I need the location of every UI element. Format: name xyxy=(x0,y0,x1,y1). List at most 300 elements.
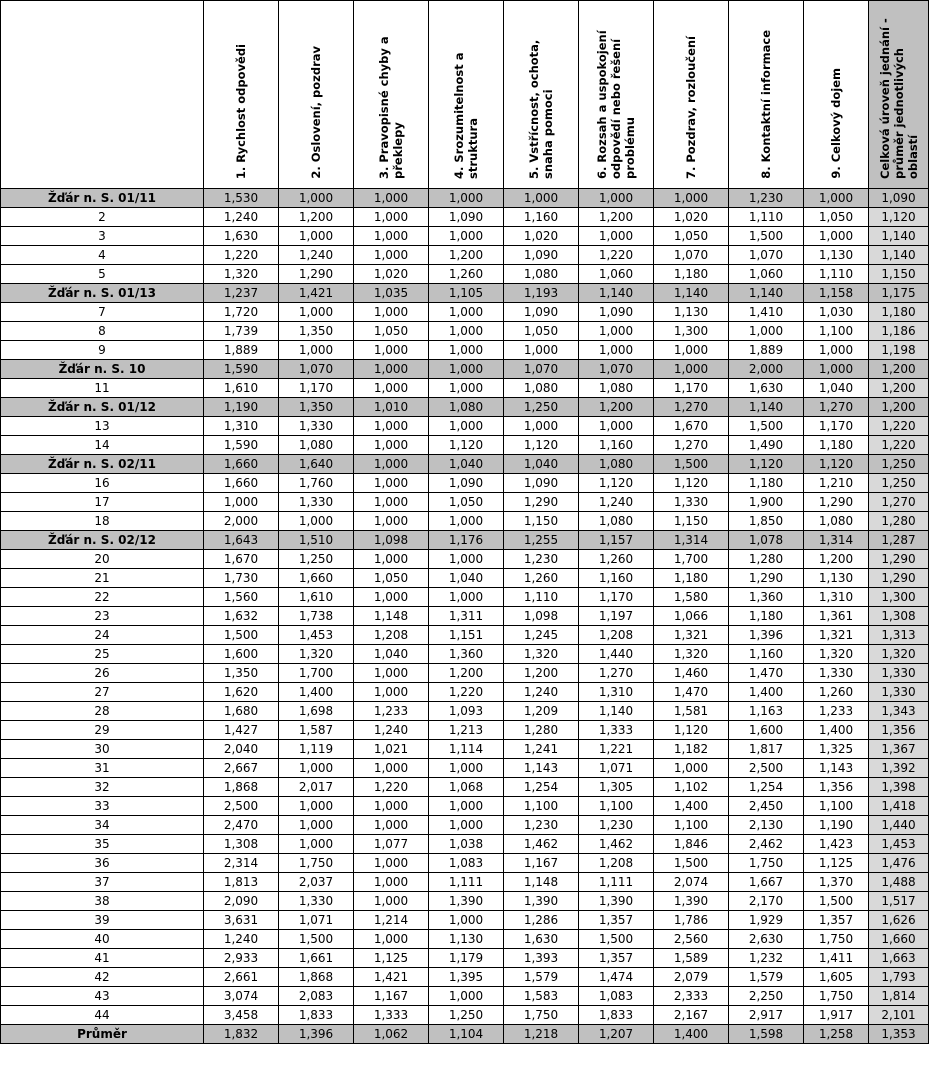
overall-cell: 1,663 xyxy=(869,949,929,968)
value-cell: 1,140 xyxy=(729,398,804,417)
value-cell: 2,090 xyxy=(204,892,279,911)
overall-cell: 1,287 xyxy=(869,531,929,550)
value-cell: 1,333 xyxy=(579,721,654,740)
column-header-label: 5. Vstřícnost, ochota, snaha pomoci xyxy=(527,39,555,179)
value-cell: 1,240 xyxy=(354,721,429,740)
row-label: 20 xyxy=(1,550,204,569)
row-label: Žďár n. S. 01/11 xyxy=(1,189,204,208)
row-label: 2 xyxy=(1,208,204,227)
value-cell: 1,330 xyxy=(654,493,729,512)
value-cell: 1,151 xyxy=(429,626,504,645)
value-cell: 1,590 xyxy=(204,436,279,455)
overall-cell: 1,175 xyxy=(869,284,929,303)
group-row xyxy=(1,189,929,208)
value-cell: 1,160 xyxy=(729,645,804,664)
value-cell: 1,321 xyxy=(804,626,869,645)
value-cell: 2,079 xyxy=(654,968,729,987)
column-header-label: Celková úroveň jednání - průměr jednotlivých oblastí xyxy=(877,18,920,179)
value-cell: 2,083 xyxy=(279,987,354,1006)
value-cell: 1,000 xyxy=(579,417,654,436)
value-cell: 1,000 xyxy=(654,759,729,778)
value-cell: 1,119 xyxy=(279,740,354,759)
value-cell: 1,583 xyxy=(504,987,579,1006)
value-cell: 1,440 xyxy=(579,645,654,664)
value-cell: 1,680 xyxy=(204,702,279,721)
value-cell: 1,200 xyxy=(579,398,654,417)
row-label: 26 xyxy=(1,664,204,683)
value-cell: 1,400 xyxy=(654,797,729,816)
value-cell: 1,060 xyxy=(729,265,804,284)
value-cell: 1,125 xyxy=(804,854,869,873)
value-cell: 1,070 xyxy=(729,246,804,265)
column-header-label: 6. Rozsah a uspokojení odpovědí nebo řešení problému xyxy=(595,30,637,179)
row-label: 37 xyxy=(1,873,204,892)
column-header-label: 8. Kontaktní informace xyxy=(759,30,773,179)
overall-cell: 2,101 xyxy=(869,1006,929,1025)
value-cell: 1,197 xyxy=(579,607,654,626)
value-cell: 1,100 xyxy=(804,322,869,341)
value-cell: 1,120 xyxy=(429,436,504,455)
value-cell: 1,000 xyxy=(279,189,354,208)
table-row xyxy=(1,550,929,569)
value-cell: 1,590 xyxy=(204,360,279,379)
value-cell: 1,180 xyxy=(729,474,804,493)
value-cell: 1,062 xyxy=(354,1025,429,1044)
value-cell: 1,410 xyxy=(729,303,804,322)
table-row xyxy=(1,208,929,227)
overall-cell: 1,330 xyxy=(869,683,929,702)
value-cell: 1,050 xyxy=(429,493,504,512)
table-row xyxy=(1,246,929,265)
value-cell: 2,314 xyxy=(204,854,279,873)
value-cell: 1,900 xyxy=(729,493,804,512)
value-cell: 1,640 xyxy=(279,455,354,474)
value-cell: 1,000 xyxy=(279,797,354,816)
group-row xyxy=(1,455,929,474)
value-cell: 1,000 xyxy=(354,892,429,911)
value-cell: 1,500 xyxy=(279,930,354,949)
value-cell: 1,000 xyxy=(804,189,869,208)
value-cell: 1,130 xyxy=(804,569,869,588)
value-cell: 1,080 xyxy=(804,512,869,531)
value-cell: 1,000 xyxy=(579,322,654,341)
value-cell: 1,080 xyxy=(504,379,579,398)
overall-cell: 1,140 xyxy=(869,246,929,265)
table-row xyxy=(1,664,929,683)
value-cell: 1,786 xyxy=(654,911,729,930)
column-header xyxy=(579,1,654,189)
value-cell: 1,143 xyxy=(504,759,579,778)
table-row xyxy=(1,930,929,949)
value-cell: 1,098 xyxy=(504,607,579,626)
value-cell: 1,230 xyxy=(504,550,579,569)
value-cell: 1,180 xyxy=(654,265,729,284)
value-cell: 1,000 xyxy=(579,227,654,246)
value-cell: 1,738 xyxy=(279,607,354,626)
table-row xyxy=(1,778,929,797)
value-cell: 1,610 xyxy=(204,379,279,398)
value-cell: 1,560 xyxy=(204,588,279,607)
value-cell: 1,250 xyxy=(279,550,354,569)
column-header-label: 3. Pravopisné chyby a překlepy xyxy=(377,36,405,179)
value-cell: 1,000 xyxy=(279,512,354,531)
value-cell: 1,070 xyxy=(504,360,579,379)
value-cell: 1,500 xyxy=(729,227,804,246)
value-cell: 1,000 xyxy=(429,341,504,360)
overall-cell: 1,626 xyxy=(869,911,929,930)
value-cell: 2,170 xyxy=(729,892,804,911)
value-cell: 1,208 xyxy=(354,626,429,645)
value-cell: 1,739 xyxy=(204,322,279,341)
value-cell: 1,330 xyxy=(279,417,354,436)
value-cell: 2,037 xyxy=(279,873,354,892)
value-cell: 1,221 xyxy=(579,740,654,759)
value-cell: 1,813 xyxy=(204,873,279,892)
table-row xyxy=(1,436,929,455)
value-cell: 1,100 xyxy=(504,797,579,816)
value-cell: 1,000 xyxy=(279,759,354,778)
value-cell: 1,310 xyxy=(579,683,654,702)
value-cell: 1,280 xyxy=(729,550,804,569)
value-cell: 1,233 xyxy=(804,702,869,721)
value-cell: 1,325 xyxy=(804,740,869,759)
value-cell: 1,390 xyxy=(429,892,504,911)
row-label: 32 xyxy=(1,778,204,797)
value-cell: 2,130 xyxy=(729,816,804,835)
overall-cell: 1,488 xyxy=(869,873,929,892)
row-label: 17 xyxy=(1,493,204,512)
value-cell: 1,209 xyxy=(504,702,579,721)
value-cell: 1,000 xyxy=(354,227,429,246)
value-cell: 1,233 xyxy=(354,702,429,721)
value-cell: 1,330 xyxy=(279,892,354,911)
value-cell: 1,000 xyxy=(354,341,429,360)
overall-cell: 1,343 xyxy=(869,702,929,721)
value-cell: 1,605 xyxy=(804,968,869,987)
row-label: 43 xyxy=(1,987,204,1006)
value-cell: 1,111 xyxy=(579,873,654,892)
row-label: 27 xyxy=(1,683,204,702)
value-cell: 1,660 xyxy=(204,474,279,493)
value-cell: 1,150 xyxy=(654,512,729,531)
column-header xyxy=(204,1,279,189)
value-cell: 1,000 xyxy=(354,379,429,398)
value-cell: 1,000 xyxy=(804,360,869,379)
value-cell: 1,190 xyxy=(204,398,279,417)
table-row xyxy=(1,740,929,759)
value-cell: 1,167 xyxy=(504,854,579,873)
value-cell: 1,140 xyxy=(579,284,654,303)
overall-cell: 1,308 xyxy=(869,607,929,626)
overall-cell: 1,356 xyxy=(869,721,929,740)
value-cell: 1,670 xyxy=(654,417,729,436)
overall-cell: 1,476 xyxy=(869,854,929,873)
value-cell: 1,050 xyxy=(804,208,869,227)
row-label: 29 xyxy=(1,721,204,740)
row-label: 40 xyxy=(1,930,204,949)
row-label: 31 xyxy=(1,759,204,778)
value-cell: 2,167 xyxy=(654,1006,729,1025)
table-row xyxy=(1,987,929,1006)
value-cell: 1,630 xyxy=(204,227,279,246)
table-row xyxy=(1,569,929,588)
value-cell: 1,066 xyxy=(654,607,729,626)
value-cell: 1,090 xyxy=(579,303,654,322)
value-cell: 1,220 xyxy=(354,778,429,797)
row-label: 14 xyxy=(1,436,204,455)
value-cell: 1,180 xyxy=(654,569,729,588)
value-cell: 1,000 xyxy=(429,797,504,816)
overall-cell: 1,320 xyxy=(869,645,929,664)
value-cell: 1,462 xyxy=(579,835,654,854)
value-cell: 1,330 xyxy=(279,493,354,512)
value-cell: 1,160 xyxy=(579,569,654,588)
table-row xyxy=(1,816,929,835)
value-cell: 2,933 xyxy=(204,949,279,968)
value-cell: 1,104 xyxy=(429,1025,504,1044)
value-cell: 1,090 xyxy=(504,474,579,493)
value-cell: 1,270 xyxy=(579,664,654,683)
value-cell: 1,220 xyxy=(429,683,504,702)
column-header xyxy=(729,1,804,189)
value-cell: 1,000 xyxy=(354,436,429,455)
value-cell: 1,190 xyxy=(804,816,869,835)
value-cell: 1,148 xyxy=(354,607,429,626)
value-cell: 1,050 xyxy=(354,322,429,341)
value-cell: 1,140 xyxy=(729,284,804,303)
value-cell: 1,167 xyxy=(354,987,429,1006)
value-cell: 1,000 xyxy=(354,588,429,607)
value-cell: 1,208 xyxy=(579,626,654,645)
value-cell: 1,130 xyxy=(429,930,504,949)
value-cell: 1,280 xyxy=(504,721,579,740)
value-cell: 1,180 xyxy=(729,607,804,626)
value-cell: 1,000 xyxy=(354,208,429,227)
value-cell: 1,730 xyxy=(204,569,279,588)
overall-cell: 1,440 xyxy=(869,816,929,835)
column-header-label: 7. Pozdrav, rozloučení xyxy=(684,35,698,179)
value-cell: 1,158 xyxy=(804,284,869,303)
overall-cell: 1,453 xyxy=(869,835,929,854)
value-cell: 1,500 xyxy=(579,930,654,949)
value-cell: 1,130 xyxy=(804,246,869,265)
value-cell: 1,750 xyxy=(804,930,869,949)
value-cell: 1,610 xyxy=(279,588,354,607)
value-cell: 1,213 xyxy=(429,721,504,740)
value-cell: 1,150 xyxy=(504,512,579,531)
value-cell: 1,500 xyxy=(654,455,729,474)
value-cell: 1,000 xyxy=(504,189,579,208)
value-cell: 1,170 xyxy=(804,417,869,436)
value-cell: 1,111 xyxy=(429,873,504,892)
value-cell: 1,000 xyxy=(804,341,869,360)
row-label: 3 xyxy=(1,227,204,246)
value-cell: 1,000 xyxy=(729,322,804,341)
value-cell: 1,868 xyxy=(279,968,354,987)
value-cell: 1,490 xyxy=(729,436,804,455)
value-cell: 1,200 xyxy=(504,664,579,683)
value-cell: 1,080 xyxy=(579,512,654,531)
value-cell: 1,270 xyxy=(654,436,729,455)
value-cell: 1,078 xyxy=(729,531,804,550)
value-cell: 1,600 xyxy=(729,721,804,740)
table-row xyxy=(1,702,929,721)
value-cell: 1,230 xyxy=(729,189,804,208)
overall-cell: 1,814 xyxy=(869,987,929,1006)
value-cell: 1,140 xyxy=(654,284,729,303)
row-label: 23 xyxy=(1,607,204,626)
value-cell: 1,833 xyxy=(279,1006,354,1025)
value-cell: 1,170 xyxy=(579,588,654,607)
value-cell: 1,040 xyxy=(504,455,579,474)
value-cell: 1,000 xyxy=(354,417,429,436)
value-cell: 1,120 xyxy=(654,474,729,493)
table-row xyxy=(1,626,929,645)
value-cell: 2,560 xyxy=(654,930,729,949)
value-cell: 1,314 xyxy=(654,531,729,550)
value-cell: 2,667 xyxy=(204,759,279,778)
overall-cell: 1,200 xyxy=(869,360,929,379)
value-cell: 2,450 xyxy=(729,797,804,816)
row-label: 9 xyxy=(1,341,204,360)
value-cell: 1,579 xyxy=(729,968,804,987)
value-cell: 1,357 xyxy=(579,911,654,930)
value-cell: 1,260 xyxy=(804,683,869,702)
value-cell: 1,620 xyxy=(204,683,279,702)
column-header xyxy=(429,1,504,189)
value-cell: 1,000 xyxy=(429,911,504,930)
column-header-overall xyxy=(869,1,929,189)
overall-cell: 1,313 xyxy=(869,626,929,645)
value-cell: 1,068 xyxy=(429,778,504,797)
overall-cell: 1,220 xyxy=(869,417,929,436)
value-cell: 1,321 xyxy=(654,626,729,645)
value-cell: 2,661 xyxy=(204,968,279,987)
value-cell: 1,077 xyxy=(354,835,429,854)
overall-cell: 1,150 xyxy=(869,265,929,284)
value-cell: 1,396 xyxy=(279,1025,354,1044)
value-cell: 1,207 xyxy=(579,1025,654,1044)
value-cell: 1,210 xyxy=(804,474,869,493)
value-cell: 1,050 xyxy=(354,569,429,588)
value-cell: 1,040 xyxy=(804,379,869,398)
value-cell: 1,000 xyxy=(429,816,504,835)
value-cell: 1,140 xyxy=(579,702,654,721)
value-cell: 1,400 xyxy=(279,683,354,702)
value-cell: 1,120 xyxy=(504,436,579,455)
value-cell: 1,660 xyxy=(204,455,279,474)
value-cell: 1,000 xyxy=(279,303,354,322)
overall-cell: 1,200 xyxy=(869,398,929,417)
value-cell: 1,245 xyxy=(504,626,579,645)
value-cell: 1,080 xyxy=(579,379,654,398)
value-cell: 1,000 xyxy=(354,664,429,683)
table-row xyxy=(1,227,929,246)
value-cell: 1,100 xyxy=(804,797,869,816)
overall-cell: 1,140 xyxy=(869,227,929,246)
value-cell: 1,255 xyxy=(504,531,579,550)
table-row xyxy=(1,265,929,284)
value-cell: 1,305 xyxy=(579,778,654,797)
value-cell: 1,176 xyxy=(429,531,504,550)
value-cell: 1,000 xyxy=(579,341,654,360)
row-label: 16 xyxy=(1,474,204,493)
value-cell: 1,320 xyxy=(504,645,579,664)
value-cell: 1,000 xyxy=(429,303,504,322)
value-cell: 1,310 xyxy=(804,588,869,607)
value-cell: 2,500 xyxy=(204,797,279,816)
value-cell: 1,470 xyxy=(654,683,729,702)
row-label: 4 xyxy=(1,246,204,265)
value-cell: 1,000 xyxy=(354,189,429,208)
value-cell: 1,000 xyxy=(429,759,504,778)
row-label: 33 xyxy=(1,797,204,816)
value-cell: 1,208 xyxy=(579,854,654,873)
value-cell: 1,000 xyxy=(354,512,429,531)
row-label: 41 xyxy=(1,949,204,968)
value-cell: 1,290 xyxy=(504,493,579,512)
value-cell: 1,000 xyxy=(279,835,354,854)
value-cell: 1,868 xyxy=(204,778,279,797)
value-cell: 1,290 xyxy=(279,265,354,284)
value-cell: 1,110 xyxy=(504,588,579,607)
value-cell: 1,093 xyxy=(429,702,504,721)
value-cell: 1,230 xyxy=(579,816,654,835)
value-cell: 1,462 xyxy=(504,835,579,854)
value-cell: 1,070 xyxy=(579,360,654,379)
table-row xyxy=(1,474,929,493)
value-cell: 1,350 xyxy=(279,322,354,341)
value-cell: 1,832 xyxy=(204,1025,279,1044)
table-row xyxy=(1,797,929,816)
value-cell: 1,000 xyxy=(654,360,729,379)
overall-cell: 1,517 xyxy=(869,892,929,911)
value-cell: 1,390 xyxy=(579,892,654,911)
value-cell: 1,000 xyxy=(279,227,354,246)
value-cell: 1,000 xyxy=(279,341,354,360)
value-cell: 1,157 xyxy=(579,531,654,550)
value-cell: 1,750 xyxy=(504,1006,579,1025)
value-cell: 1,700 xyxy=(654,550,729,569)
column-header xyxy=(804,1,869,189)
value-cell: 1,240 xyxy=(504,683,579,702)
value-cell: 1,500 xyxy=(729,417,804,436)
overall-cell: 1,180 xyxy=(869,303,929,322)
value-cell: 1,070 xyxy=(279,360,354,379)
value-cell: 1,040 xyxy=(429,569,504,588)
value-cell: 1,220 xyxy=(204,246,279,265)
row-label: 8 xyxy=(1,322,204,341)
table-row xyxy=(1,1006,929,1025)
value-cell: 1,080 xyxy=(429,398,504,417)
value-cell: 2,470 xyxy=(204,816,279,835)
value-cell: 1,020 xyxy=(654,208,729,227)
value-cell: 1,182 xyxy=(654,740,729,759)
value-cell: 1,214 xyxy=(354,911,429,930)
value-cell: 1,000 xyxy=(429,322,504,341)
value-cell: 1,125 xyxy=(354,949,429,968)
value-cell: 2,500 xyxy=(729,759,804,778)
value-cell: 1,580 xyxy=(654,588,729,607)
value-cell: 1,260 xyxy=(504,569,579,588)
value-cell: 1,423 xyxy=(804,835,869,854)
value-cell: 1,400 xyxy=(804,721,869,740)
value-cell: 1,260 xyxy=(429,265,504,284)
value-cell: 1,300 xyxy=(654,322,729,341)
table-row xyxy=(1,759,929,778)
value-cell: 1,170 xyxy=(279,379,354,398)
value-cell: 1,360 xyxy=(729,588,804,607)
